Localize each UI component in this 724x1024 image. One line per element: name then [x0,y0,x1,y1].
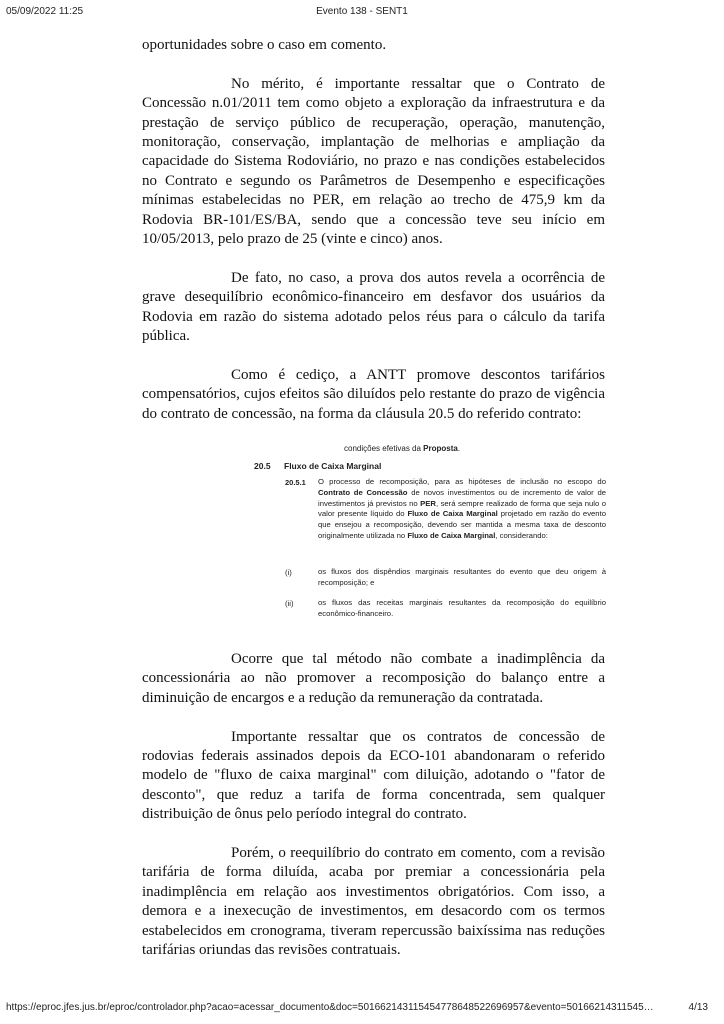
paragraph-continuation: oportunidades sobre o caso em comento. [142,37,387,53]
excerpt-section-title: Fluxo de Caixa Marginal [284,461,382,471]
excerpt-item-number: (ii) [285,599,294,608]
excerpt-subsection-number: 20.5.1 [285,478,306,487]
excerpt-item-text: os fluxos das receitas marginais resultantes da recomposição do equilíbrio econômico-financeiro. [318,598,606,618]
document-body-top [142,36,605,443]
excerpt-top-line: condições efetivas da Proposta. [344,444,461,453]
paragraph-importante-ressaltar: Importante ressaltar que os contratos de concessão de rodovias federais assinados depois da ECO-101 abandonaram o referido modelo de "fluxo de caixa marginal" com diluição, adotando o "fator de desconto", que reduz a tarifa de forma concentrada, sem qualquer distribuição de ônus pelo período integral do contrato. [142,728,605,823]
print-datetime: 05/09/2022 11:25 [6,6,84,17]
excerpt-subsection-text: O processo de recomposição, para as hipóteses de inclusão no escopo do Contrato de Concessão de novos investimentos ou de incremento de valor de investimentos já previstos no PER, será sempre realizado de forma que seja nulo o valor presente líquido do Fluxo de Caixa Marginal projetado em razão do evento que ensejou a recomposição, devendo ser mantida a mesma taxa de desconto originalmente utilizada no Fluxo de Caixa Marginal, considerando: [318,477,606,540]
excerpt-item-text: os fluxos dos dispêndios marginais resultantes do evento que deu origem à recomposição; e [318,567,606,587]
paragraph-como-e-cedico: Como é cediço, a ANTT promove descontos tarifários compensatórios, cujos efeitos são diluídos pelo restante do prazo de vigência do contrato de concessão, na forma da cláusula 20.5 do referido contrato: [142,366,605,422]
paragraph-merito: No mérito, é importante ressaltar que o Contrato de Concessão n.01/2011 tem como objeto a exploração da infraestrutura e da prestação de serviço público de recuperação, operação, manutenção, monitoração, conservação, implantação de melhorias e ampliação da capacidade do Sistema Rodoviário, no prazo e nas condições estabelecidos no Contrato e segundo os Parâmetros de Desempenho e especificações mínimas estabelecidas no PER, em relação ao trecho de 475,9 km da Rodovia BR-101/ES/BA, sendo que a concessão teve seu início em 10/05/2013, pelo prazo de 25 (vinte e cinco) anos. [142,75,605,248]
paragraph-ocorre-que: Ocorre que tal método não combate a inadimplência da concessionária ao não promover a recomposição do balanço entre a diminuição de encargos e a redução da remuneração da contratada. [142,651,605,706]
print-url: https://eproc.jfes.jus.br/eproc/controlador.php?acao=acessar_documento&doc=50166214311545477864852269695​7&evento=50166214311545… [6,1002,654,1013]
excerpt-section-number: 20.5 [254,461,271,471]
excerpt-item-number: (i) [285,568,292,577]
paragraph-de-fato: De fato, no caso, a prova dos autos revela a ocorrência de grave desequilíbrio econômico-financeiro em desfavor dos usuários da Rodovia em razão do sistema adotado pelos réus para o cálculo da tarifa pública. [142,269,605,345]
print-event-title: Evento 138 - SENT1 [316,6,408,17]
paragraph-porem: Porém, o reequilíbrio do contrato em comento, com a revisão tarifária de forma diluída, acaba por premiar a concessionária pela inadimplência em relação aos investimentos obrigatórios. Com isso, a demora e a inexecução de investimentos, em desacordo com os termos estabelecidos em cronograma, tiveram repercussão baixíssima nas reduções tarifárias oriundas das revisões contratuais. [142,845,605,959]
document-body-bottom [142,650,605,980]
page-number: 4/13 [688,1002,708,1013]
contract-clause-excerpt [252,442,612,632]
